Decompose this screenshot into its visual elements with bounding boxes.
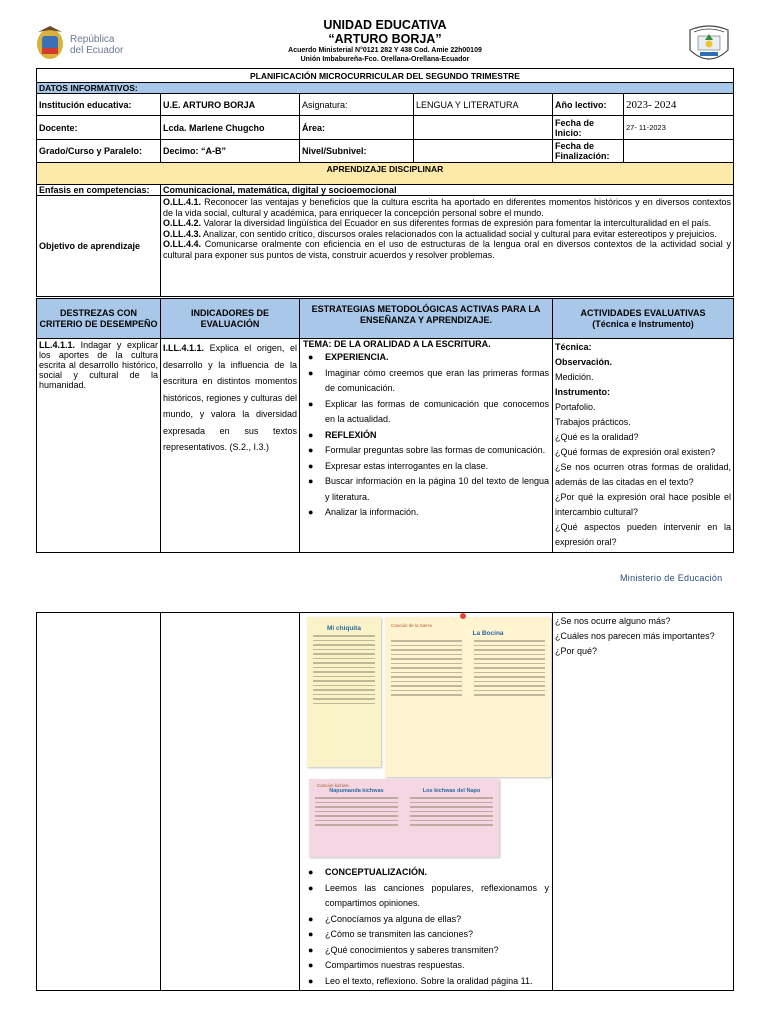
song-title-kichwas-napo: Los kichwas del Napo [422, 788, 481, 794]
col-header-activities [553, 299, 734, 339]
ministry-footer: Ministerio de Educación [620, 573, 723, 583]
strategy-item: ● Buscar información en la página 10 del texto de lengua y literatura. [303, 474, 549, 505]
emphasis-value: Comunicacional, matemática, digital y socioemocional [161, 185, 734, 196]
strategy-item: ● Leemos las canciones populares, reflexionamos y compartimos opiniones. [303, 881, 549, 912]
year-value: 2023- 2024 [624, 94, 734, 116]
activities-list [555, 340, 731, 550]
subject-value: LENGUA Y LITERATURA [414, 94, 553, 116]
teacher-label: Docente: [37, 116, 161, 140]
strategies-list [303, 350, 549, 521]
school-crest-icon [684, 20, 734, 70]
area-label: Área: [300, 116, 414, 140]
skill-cell: LL.4.1.1. Indagar y explicar los aportes de la cultura escrita al desarrollo histórico, social y cultural de la humanidad. [37, 339, 161, 553]
strategy-item: ● ¿Cómo se transmiten las canciones? [303, 927, 549, 943]
activity-item: Técnica: [555, 342, 592, 352]
plan-title: PLANIFICACIÓN MICROCURRICULAR DEL SEGUNDO TRIMESTRE [37, 69, 734, 83]
topic-title: TEMA: DE LA ORALIDAD A LA ESCRITURA. [303, 339, 491, 349]
section-info-header: DATOS INFORMATIVOS: [37, 83, 734, 94]
strategy-item: ● Formular preguntas sobre las formas de comunicación. [303, 443, 549, 459]
teacher-value: Lcda. Marlene Chugcho [161, 116, 300, 140]
activity-item: ¿Qué es la oralidad? [555, 432, 639, 442]
strategy-item: ● Explicar las formas de comunicación que conocemos en la actualidad. [303, 397, 549, 428]
planning-table [36, 298, 734, 553]
end-date-label: Fecha de Finalización: [553, 140, 624, 163]
subject-label: Asignatura: [300, 94, 414, 116]
page-2 [0, 612, 768, 1024]
strategy-item: ● Analizar la información. [303, 505, 549, 521]
objective-4: O.LL.4.4. Comunicarse oralmente con eficiencia en el uso de estructuras de la lengua oral en diversos contextos de la actividad social y cultural para exponer sus puntos de vista, construir acuerdos y resolver problemas. [163, 239, 731, 260]
activity-item: ¿Se nos ocurren otras formas de oralidad, además de las citadas en el texto? [555, 462, 731, 487]
indicator-cell: I.LL.4.1.1. Explica el origen, el desarrollo y la influencia de la escritura en distintos momentos históricos, regiones y culturas del mundo, y valora la diversidad expresada en sus textos representativos. (S.2., I.3.) [161, 339, 300, 553]
indicator-cell-cont [161, 613, 300, 991]
strategy-item: ● Expresar estas interrogantes en la clase. [303, 459, 549, 475]
activity-item: ¿Cuáles nos parecen más importantes? [555, 631, 715, 641]
activity-item: Trabajos prácticos. [555, 417, 631, 427]
activities-header-title: ACTIVIDADES EVALUATIVAS [580, 307, 706, 318]
strategies-cell-cont [300, 613, 553, 991]
song-note-mi-chiquita [307, 617, 381, 767]
logo-text-line1: República [70, 34, 115, 45]
activity-item: Instrumento: [555, 387, 610, 397]
school-header [200, 18, 570, 64]
school-subname: “ARTURO BORJA” [328, 32, 442, 46]
col-header-indicators: INDICADORES DE EVALUACIÓN [161, 299, 300, 339]
level-value [414, 140, 553, 163]
strategy-item: ● Compartimos nuestras respuestas. [303, 958, 549, 974]
activities-list-cont [555, 614, 731, 659]
objective-3: O.LL.4.3. Analizar, con sentido crítico, discursos orales relacionados con la actualidad social y cultural para evitar estereotipos y prejuicios. [163, 228, 717, 239]
school-crest [684, 20, 734, 70]
institution-value: U.E. ARTURO BORJA [161, 94, 300, 116]
song-note-la-bocina [385, 617, 551, 777]
songs-illustration [303, 613, 549, 865]
planning-info-table [36, 68, 734, 297]
objective-2: O.LL.4.2. Valorar la diversidad lingüística del Ecuador en sus diferentes formas de expresión para fomentar la interculturalidad en el país. [163, 218, 712, 228]
emphasis-label: Enfasis en competencias: [37, 185, 161, 196]
song-title-la-bocina: La Bocina [472, 630, 504, 637]
start-date-value: 27- 11-2023 [624, 116, 734, 140]
song-label-kichwa: Canción kichwa [317, 783, 349, 788]
activity-item: ¿Qué formas de expresión oral existen? [555, 447, 716, 457]
activity-item: ¿Qué aspectos pueden intervenir en la expresión oral? [555, 522, 731, 547]
strategy-item: ● Leo el texto, reflexiono. Sobre la oralidad página 11. [303, 974, 549, 990]
activities-cell-cont [553, 613, 734, 991]
strategy-item: ● ¿Qué conocimientos y saberes transmiten? [303, 943, 549, 959]
ecuador-government-logo [34, 24, 164, 64]
planning-table-continued [36, 612, 734, 991]
strategy-item: ● CONCEPTUALIZACIÓN. [303, 865, 549, 881]
strategies-cell [300, 339, 553, 553]
col-header-strategies: ESTRATEGIAS METODOLÓGICAS ACTIVAS PARA LA ENSEÑANZA Y APRENDIZAJE. [300, 299, 553, 339]
song-label-sierra: Canción de la Sierra [391, 623, 432, 628]
activities-header-sub: (Técnica e Instrumento) [592, 318, 694, 329]
strategies-list-cont [303, 865, 549, 989]
school-name: UNIDAD EDUCATIVA [323, 18, 447, 32]
school-address: Unión Imbabureña-Fco. Orellana-Orellana-Ecuador [300, 56, 470, 63]
activity-item: ¿Por qué? [555, 646, 598, 656]
activity-item: ¿Se nos ocurre alguno más? [555, 616, 671, 626]
strategy-item: ● REFLEXIÓN [303, 428, 549, 444]
grade-label: Grado/Curso y Paralelo: [37, 140, 161, 163]
area-value [414, 116, 553, 140]
ministerial-agreement: Acuerdo Ministerial N°0121 282 Y 438 Cod. Amie 22h00109 [288, 47, 482, 54]
section-learning-header: APRENDIZAJE DISCIPLINAR [37, 163, 734, 185]
pin-icon [460, 613, 466, 619]
song-note-kichwa [309, 779, 499, 857]
year-label: Año lectivo: [553, 94, 624, 116]
activity-item: Medición. [555, 372, 594, 382]
logo-text-line2: del Ecuador [70, 45, 124, 56]
activity-item: ¿Por qué la expresión oral hace posible el intercambio cultural? [555, 492, 731, 517]
start-date-label: Fecha de Inicio: [553, 116, 624, 140]
strategy-item: ● EXPERIENCIA. [303, 350, 549, 366]
ecuador-coat-of-arms-icon [34, 24, 164, 64]
end-date-value [624, 140, 734, 163]
strategy-item: ● Imaginar cómo creemos que eran las primeras formas de comunicación. [303, 366, 549, 397]
song-title-napumanda: Napumanda kichwas [329, 788, 384, 794]
activity-item: Observación. [555, 357, 613, 367]
level-label: Nivel/Subnivel: [300, 140, 414, 163]
song-title-mi-chiquita: Mi chiquita [327, 625, 361, 632]
objectives-cell [161, 196, 734, 297]
objective-1: O.LL.4.1. Reconocer las ventajas y beneficios que la cultura escrita ha aportado en diferentes momentos históricos y en diversos contextos de la vida social, cultural y académica, para enriquecer la concepción personal sobre el mundo. [163, 197, 731, 218]
activities-cell [553, 339, 734, 553]
skill-cell-cont [37, 613, 161, 991]
institution-label: Institución educativa: [37, 94, 161, 116]
col-header-skills: DESTREZAS CON CRITERIO DE DESEMPEÑO [37, 299, 161, 339]
activity-item: Portafolio. [555, 402, 596, 412]
objective-label: Objetivo de aprendizaje [37, 196, 161, 297]
grade-value: Decimo: “A-B” [161, 140, 300, 163]
strategy-item: ● ¿Conocíamos ya alguna de ellas? [303, 912, 549, 928]
